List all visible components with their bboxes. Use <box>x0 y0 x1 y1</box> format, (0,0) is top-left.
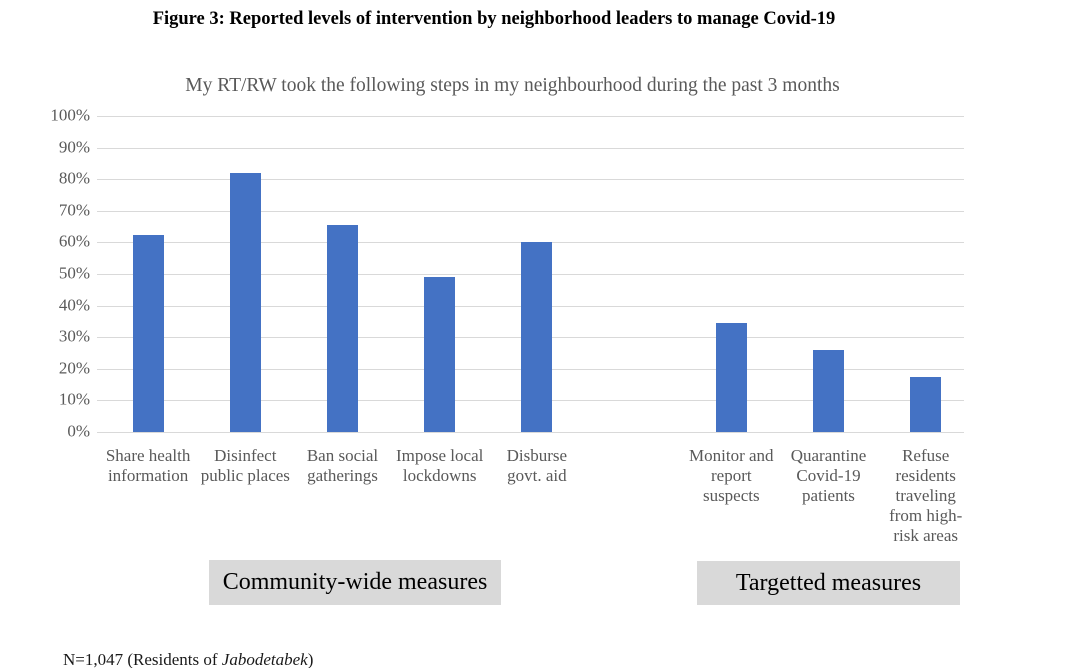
gridline <box>97 179 964 180</box>
category-label: Disburse govt. aid <box>506 446 568 485</box>
y-axis-tick-label: 70% <box>58 200 90 220</box>
figure-title: Figure 3: Reported levels of intervention by neighborhood leaders to manage Covid-19 <box>152 9 836 29</box>
gridline <box>97 432 964 433</box>
y-axis-tick-label: 80% <box>58 168 90 188</box>
note-italic: Jabodetabek <box>221 650 308 668</box>
y-axis-tick-label: 30% <box>58 326 90 346</box>
group-label-targeted-text: Targetted measures <box>735 569 922 596</box>
bar-1 <box>133 235 164 433</box>
gridline <box>97 116 964 117</box>
y-axis-tick-label: 100% <box>50 105 90 125</box>
y-axis-tick-label: 0% <box>67 421 90 441</box>
y-axis-tick-label: 60% <box>58 231 90 251</box>
chart-title: My RT/RW took the following steps in my neighbourhood during the past 3 months <box>185 75 840 96</box>
category-label: Share health information <box>105 446 191 485</box>
bar-8 <box>910 377 941 432</box>
category-label: Refuse residents traveling from high-risk areas <box>889 446 963 545</box>
y-axis-tick-label: 10% <box>58 389 90 409</box>
category-label: Monitor and report suspects <box>689 446 774 505</box>
group-label-community-wide-text: Community-wide measures <box>222 569 488 595</box>
category-label: Ban social gatherings <box>306 446 379 485</box>
bar-2 <box>230 173 261 432</box>
gridline <box>97 148 964 149</box>
y-axis-tick-label: 40% <box>58 295 90 315</box>
y-axis-tick-label: 20% <box>58 358 90 378</box>
category-label: Quarantine Covid-19 patients <box>790 446 867 505</box>
note-prefix: N=1,047 (Residents of <box>63 650 222 668</box>
group-label-targeted <box>697 561 960 605</box>
group-label-community-wide <box>209 560 501 605</box>
sample-size-note <box>46 630 313 668</box>
bar-5 <box>521 242 552 432</box>
y-axis-tick-label: 90% <box>58 137 90 157</box>
gridline <box>97 211 964 212</box>
y-axis-tick-label: 50% <box>58 263 90 283</box>
note-suffix: ) <box>307 650 314 668</box>
bar-6 <box>716 323 747 432</box>
category-label: Disinfect public places <box>200 446 290 485</box>
bar-3 <box>327 225 358 432</box>
bar-7 <box>813 350 844 432</box>
bar-4 <box>424 277 455 432</box>
category-label: Impose local lockdowns <box>396 446 484 485</box>
